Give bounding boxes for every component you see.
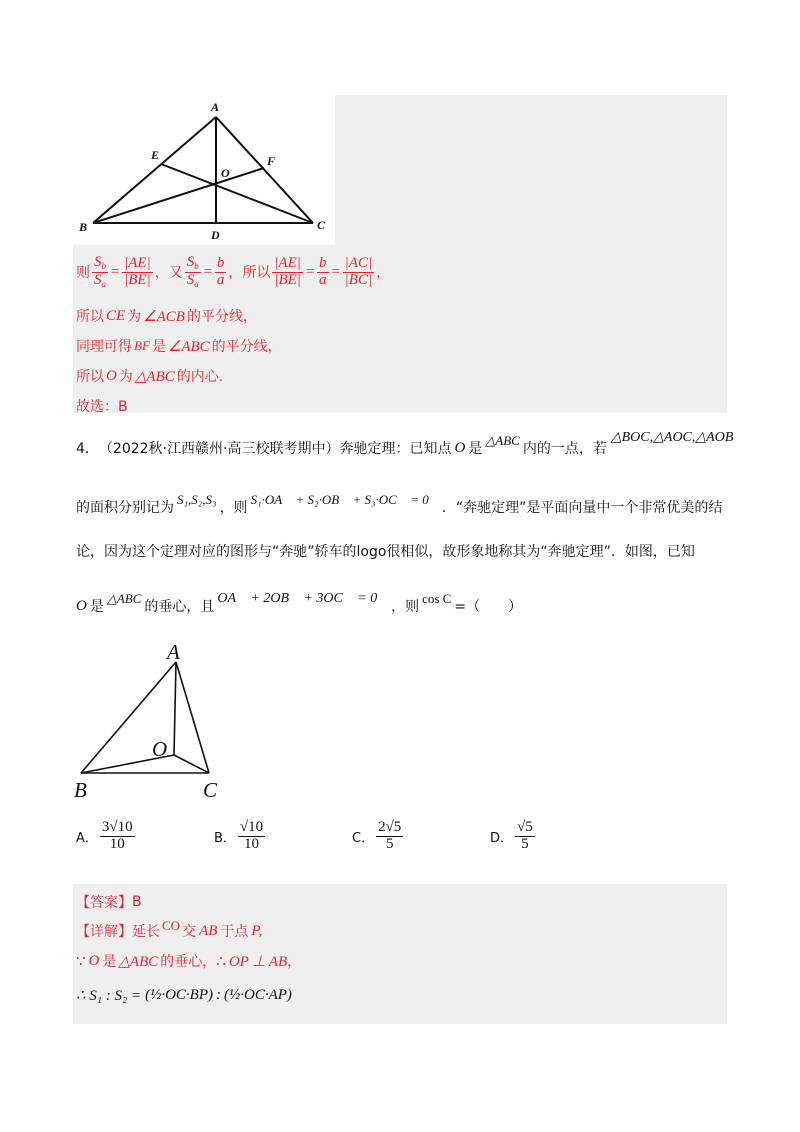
problem4-line2: [76, 492, 723, 517]
option-b-denominator: 10: [244, 835, 260, 852]
ae-numerator-2: |AE|: [274, 254, 301, 271]
text-comma: ，: [376, 265, 391, 281]
option-a-letter: A．: [76, 830, 98, 846]
text-incenter: 的内心.: [176, 369, 224, 385]
text-bisector: 的平分线，: [186, 309, 257, 325]
math-three-triangles: △BOC,△AOC,△AOB: [610, 429, 734, 445]
sb-subscript-2: b: [194, 261, 199, 272]
option-d-numerator: √5: [517, 819, 533, 835]
option-b[interactable]: [214, 820, 267, 853]
triangle-figure-1: [73, 95, 335, 245]
fig1-label-f: F: [267, 154, 276, 168]
text-wei: 为: [127, 309, 142, 325]
detail-line1: [76, 918, 263, 941]
a-denominator-2: a: [319, 271, 327, 288]
math-triangle-abc-1: △ABC: [485, 433, 520, 448]
text-wei-2: 为: [118, 369, 133, 385]
solution3-line1: 则 $\frac{S_b}{S_a}$ = $\frac{|AE|}{|BE|}$ ，又 $\frac{S_b}{S_a}$ = $\frac{b}{a}$ ，所以 $\frac{|AE|}{|BE|}$ = $\frac{b}{a}$ = $\frac{|AC|}{|BC|}$ ，: [76, 254, 391, 289]
math-o-2: O: [76, 597, 87, 614]
problem-text-2a: 的面积分别记为: [76, 500, 174, 516]
text-ze: 则: [76, 265, 90, 281]
math-angle-abc: ∠ABC: [167, 338, 210, 355]
problem-text-1b: 是: [468, 441, 483, 457]
because-symbol: ∵: [76, 953, 86, 970]
math-benz-equation: S₁·OA⃗ + S₂·OB⃗ + S₃·OC⃗ = 0⃗: [250, 492, 439, 507]
option-d[interactable]: [490, 820, 537, 853]
sa-subscript: a: [101, 278, 106, 289]
detail-text-2a: 是: [102, 954, 117, 970]
sb-symbol-2: S: [186, 254, 195, 271]
answer-tag: 【答案】: [76, 895, 132, 911]
fig1-label-c: C: [317, 218, 326, 232]
sb-symbol: S: [94, 254, 102, 271]
answer-line: [76, 892, 142, 912]
math-op-perp-ab: OP ⊥ AB: [228, 953, 288, 970]
problem-text-4c: ，则: [391, 599, 420, 615]
text-suoyi-3: 所以: [76, 369, 104, 385]
detail-text-1c: 于点: [220, 924, 249, 940]
math-triangle-abc-2: △ABC: [106, 591, 142, 606]
math-fraction-2: (½·OC·AP): [224, 987, 292, 1003]
fraction-b-a: [215, 256, 227, 289]
option-c-numerator: 2√5: [378, 819, 402, 835]
math-triangle-abc-3: △ABC: [118, 953, 159, 970]
problem-text-1c: 内的一点，若: [522, 441, 607, 457]
bc-denominator: |BC|: [344, 271, 373, 288]
b-numerator: b: [216, 254, 225, 271]
math-o-1: O: [454, 439, 466, 456]
fig1-label-d: D: [211, 228, 220, 242]
b-numerator-2: b: [319, 254, 327, 271]
solution3-line2: [76, 306, 257, 326]
text-bisector-2: 的平分线，: [211, 339, 282, 355]
problem-number: 4．: [76, 441, 99, 457]
math-cos-c: cos C: [422, 591, 452, 606]
text-suoyi-2: 所以: [76, 309, 104, 325]
sa-symbol: S: [94, 271, 102, 288]
option-c-letter: C．: [352, 830, 375, 846]
detail-text-2b: 的垂心，: [160, 954, 217, 970]
option-b-letter: B．: [214, 830, 236, 846]
option-a-denominator: 10: [109, 835, 125, 852]
math-ce: CE: [106, 307, 126, 324]
answer-value: B: [132, 894, 142, 910]
fraction-ac-bc: [343, 256, 374, 289]
fig2-label-b: B: [74, 778, 87, 802]
fraction-b-a-2: [317, 256, 329, 289]
fraction-sb-sa-2: [185, 255, 201, 289]
option-d-denominator: 5: [521, 835, 529, 852]
fig1-label-o: O: [221, 166, 230, 180]
detail-line3: [76, 986, 292, 1005]
problem4-line4: [76, 591, 523, 616]
problem-source: （2022秋·江西赣州·高三校联考期中）: [98, 441, 340, 457]
option-d-letter: D．: [490, 830, 514, 846]
solution3-line3: [76, 336, 282, 356]
be-denominator-2: |BE|: [274, 271, 301, 288]
math-bf: BF: [134, 338, 150, 353]
math-p: P,: [251, 922, 263, 939]
option-a-numerator: 3√10: [101, 819, 133, 835]
solution3-line5: 故选：B: [76, 399, 128, 415]
problem4-line3: 论，因为这个定理对应的图形与“奔驰”轿车的logo很相似，故形象地称其为“奔驰定理”．如图，已知: [76, 544, 695, 560]
fig1-label-a: A: [211, 100, 220, 114]
fraction-sb-sa: [92, 255, 108, 289]
math-s123: S₁,S₂,S₃: [177, 492, 217, 507]
fraction-ae-be: [122, 256, 153, 289]
detail-line2: [76, 951, 301, 971]
a-denominator: a: [216, 271, 225, 288]
detail-text-1a: 延长: [132, 924, 160, 940]
fig1-label-b: B: [79, 220, 88, 234]
fraction-ae-be-2: [272, 256, 303, 289]
fig1-label-e: E: [151, 148, 160, 162]
math-colon: :: [216, 987, 221, 1003]
math-angle-acb: ∠ACB: [143, 308, 185, 325]
triangle-figure-2: [70, 640, 230, 805]
math-o-3: O: [88, 952, 100, 969]
option-a[interactable]: [76, 820, 137, 853]
math-triangle-abc: △ABC: [134, 368, 175, 385]
math-co: CO: [162, 918, 181, 933]
option-c-denominator: 5: [385, 835, 394, 852]
text-shi: 是: [151, 339, 166, 355]
math-vector-equation: OA⃗ + 2OB⃗ + 3OC⃗ = 0⃗: [217, 591, 389, 606]
detail-text-1b: 交: [182, 924, 197, 940]
problem-text-2b: ，则: [219, 500, 248, 516]
fig2-label-o: O: [152, 737, 168, 761]
math-ab: AB: [199, 922, 218, 939]
solution3-line4: [76, 366, 223, 386]
be-denominator: |BE|: [124, 271, 151, 288]
math-o: O: [106, 367, 117, 384]
problem-text-4d: =（ ）: [454, 599, 523, 615]
sa-symbol-2: S: [186, 271, 195, 288]
ae-numerator: |AE|: [124, 254, 151, 271]
text-suoyi: ，所以: [228, 265, 271, 281]
problem4-line1: [76, 429, 734, 458]
option-c[interactable]: [352, 820, 405, 853]
sb-subscript: b: [101, 261, 106, 272]
fig2-label-c: C: [203, 778, 218, 802]
option-b-numerator: √10: [239, 819, 264, 835]
detail-text-2c: ，: [287, 954, 302, 970]
sa-subscript-2: a: [194, 278, 199, 289]
therefore-symbol: ∴: [216, 953, 226, 970]
problem-text-1a: 奔驰定理：已知点: [339, 441, 452, 457]
text-tongli: 同理可得: [76, 339, 132, 355]
ac-numerator: |AC|: [344, 254, 373, 271]
detail-tag: 【详解】: [76, 924, 132, 940]
problem-text-4a: 是: [89, 599, 104, 615]
text-you: ，又: [154, 265, 183, 281]
fig2-label-a: A: [167, 640, 180, 664]
problem-text-4b: 的垂心，且: [144, 599, 215, 615]
math-s1-s2: ∴ S₁ : S₂ =: [76, 988, 142, 1004]
math-fraction-1: (½·OC·BP): [145, 987, 213, 1003]
problem-text-2c: ．“奔驰定理”是平面向量中一个非常优美的结: [441, 500, 723, 516]
